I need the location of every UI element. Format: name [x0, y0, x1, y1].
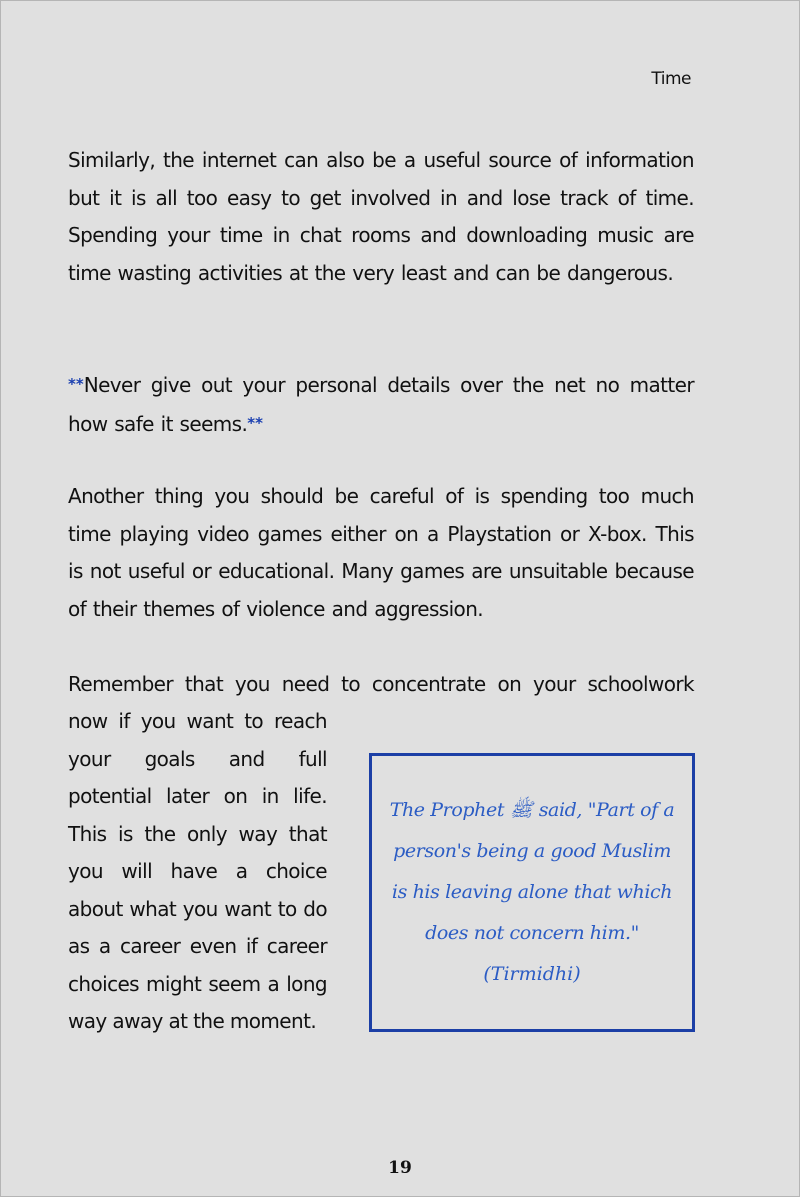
asterisk-open-icon: ** — [68, 375, 84, 393]
hadith-quote-box — [369, 753, 695, 1032]
paragraph-internet — [68, 142, 694, 292]
page-number: 19 — [388, 1158, 412, 1178]
quote-source: (Tirmidhi) — [483, 963, 581, 985]
paragraph-warning — [68, 366, 694, 443]
paragraph-text: Similarly, the internet can also be a useful source of information but it is all too easy to get involved in and lose track of time. Spending your time in chat rooms and downloading music are time wasting activities at the very least and can be dangerous. — [68, 148, 694, 285]
running-head: Time — [651, 69, 691, 89]
warning-text: Never give out your personal details over the net no matter how safe it seems. — [68, 373, 694, 436]
asterisk-close-icon: ** — [247, 413, 263, 432]
paragraph-schoolwork-first-line — [68, 666, 694, 704]
paragraph-text: Another thing you should be careful of is spending too much time playing video games either on a Playstation or X-box. This is not useful or educational. Many games are unsuitable because of their themes of violence and aggression. — [68, 484, 694, 621]
quote-text: The Prophet ﷺ said, "Part of a person's being a good Muslim is his leaving alone that which does not concern him." — [389, 799, 675, 944]
paragraph-video-games — [68, 478, 694, 628]
paragraph-schoolwork-continued — [68, 703, 327, 1041]
paragraph-text: Remember that you need to concentrate on your schoolwork — [68, 672, 694, 696]
paragraph-text: now if you want to reach your goals and full potential later on in life. This is the only way that you will have a choice about what you want to do as a career even if career choices might seem a long way away at the moment. — [68, 709, 327, 1033]
